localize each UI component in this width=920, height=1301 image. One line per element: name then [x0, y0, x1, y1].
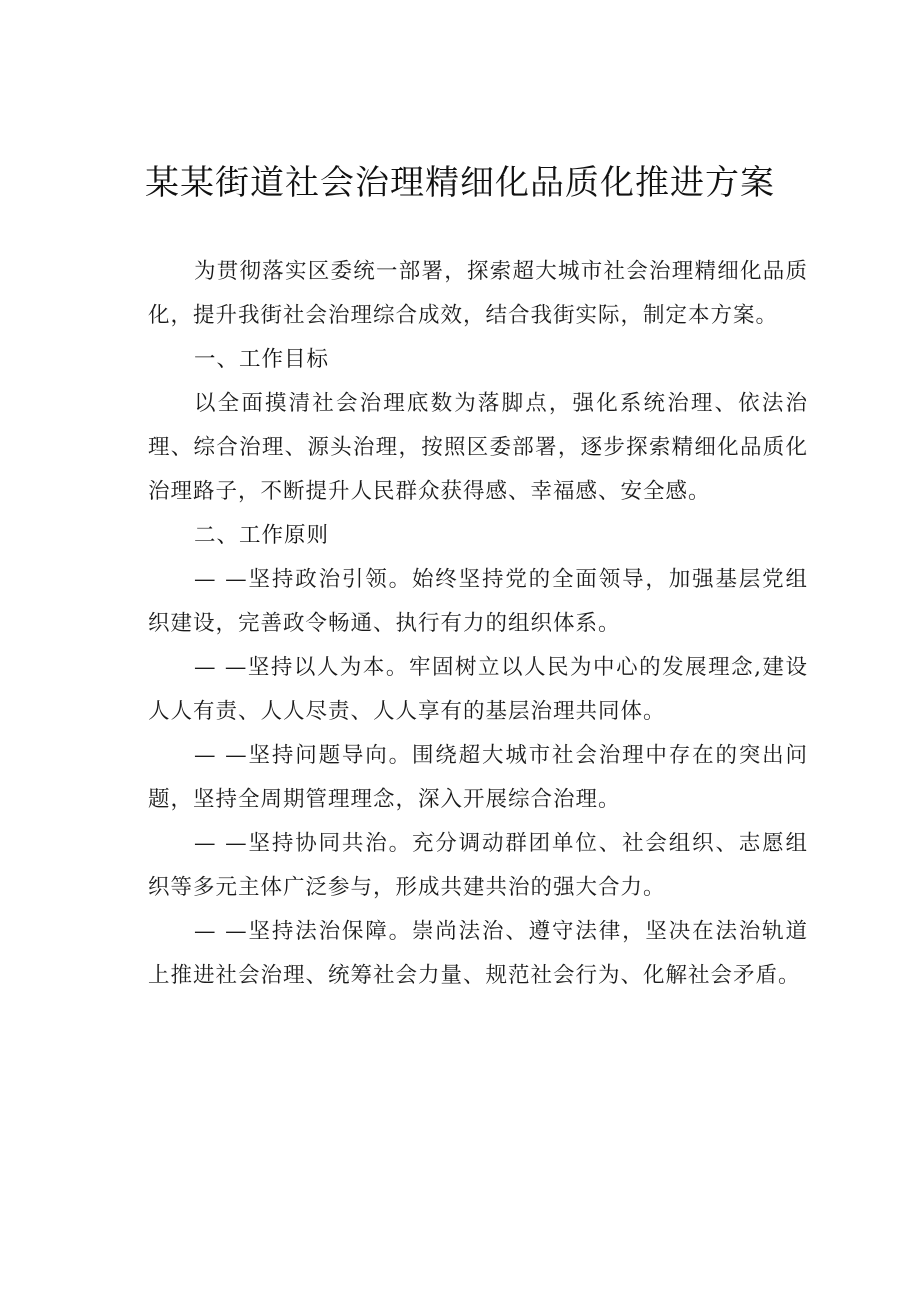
- principle-paragraph: — —坚持法治保障。崇尚法治、遵守法律，坚决在法治轨道上推进社会治理、统筹社会力量、规范社会行为、化解社会矛盾。: [148, 919, 808, 988]
- document-title: 某某街道社会治理精细化品质化推进方案: [145, 163, 775, 203]
- section-heading-principles: 二、工作原则: [194, 523, 330, 548]
- principle-paragraph: — —坚持协同共治。充分调动群团单位、社会组织、志愿组织等多元主体广泛参与，形成共建共治的强大合力。: [148, 831, 808, 900]
- principle-paragraph: — —坚持以人为本。牢固树立以人民为中心的发展理念,建设人人有责、人人尽责、人人享有的基层治理共同体。: [148, 655, 808, 724]
- principle-paragraph: — —坚持政治引领。始终坚持党的全面领导，加强基层党组织建设，完善政令畅通、执行有力的组织体系。: [148, 567, 808, 636]
- document-body: [148, 250, 808, 998]
- goals-paragraph: 以全面摸清社会治理底数为落脚点，强化系统治理、依法治理、综合治理、源头治理，按照区委部署，逐步探索精细化品质化治理路子，不断提升人民群众获得感、幸福感、安全感。: [148, 391, 808, 504]
- intro-paragraph: 为贯彻落实区委统一部署，探索超大城市社会治理精细化品质化，提升我街社会治理综合成效，结合我街实际，制定本方案。: [148, 259, 808, 328]
- section-heading-goals: 一、工作目标: [194, 347, 330, 372]
- principle-paragraph: — —坚持问题导向。围绕超大城市社会治理中存在的突出问题，坚持全周期管理理念，深入开展综合治理。: [148, 743, 808, 812]
